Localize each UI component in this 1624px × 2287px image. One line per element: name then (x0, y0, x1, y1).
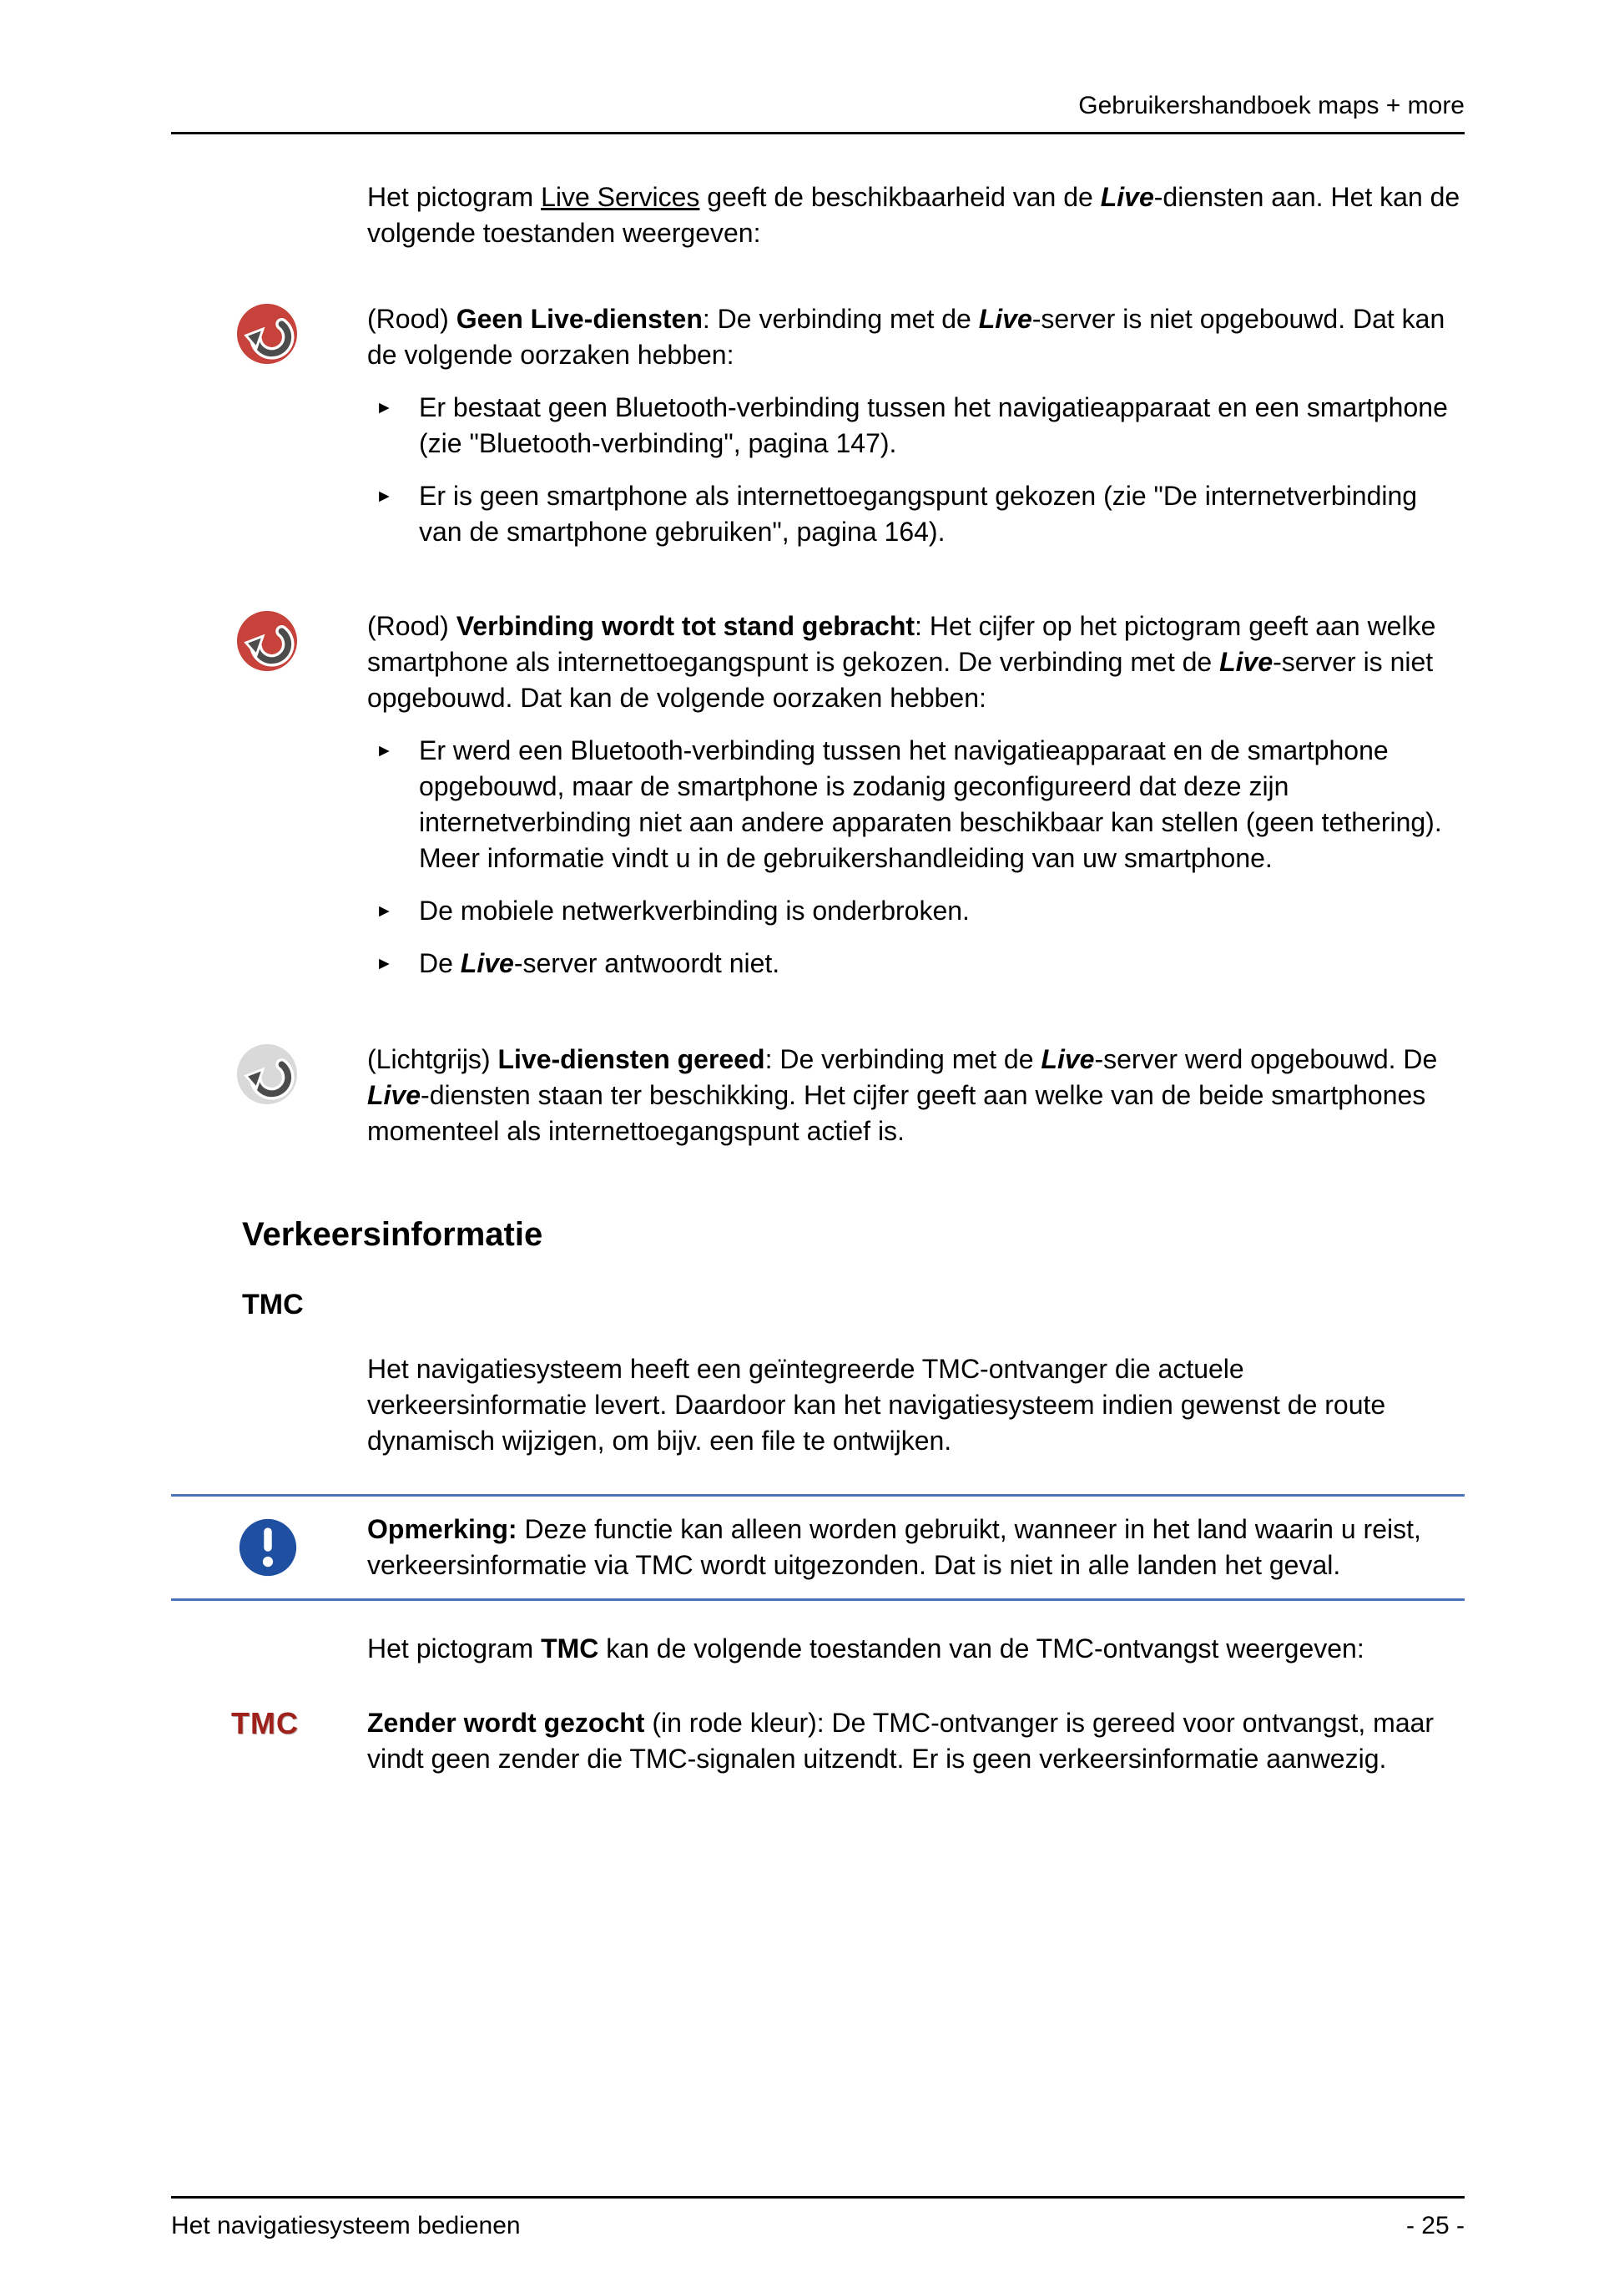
icon-cell (171, 1517, 367, 1578)
footer-section-title: Het navigatiesysteem bedienen (171, 2212, 521, 2239)
subheading-tmc: TMC (242, 1289, 304, 1320)
text-cell (367, 608, 1465, 982)
live-state-connecting (171, 608, 1465, 982)
text-cell (367, 301, 1465, 550)
bullet-item (367, 390, 1465, 462)
bullet-marker: ► (376, 901, 393, 921)
bullet-text: De mobiele netwerkverbinding is onderbroken. (419, 896, 970, 926)
bullet-item (367, 946, 1465, 982)
state-description: (Lichtgrijs) Live-diensten gereed: De verbinding met de Live-server werd opgebouwd. De Live-diensten staan ter beschikking. Het cijfer geeft aan welke van de beide smartphones momenteel als internettoegangspunt actief is. (367, 1044, 1438, 1146)
live-ready-icon (236, 1043, 298, 1105)
page-header (171, 92, 1465, 134)
live-connecting-icon (236, 610, 298, 672)
text-cell (367, 1042, 1465, 1149)
bullet-item (367, 733, 1465, 876)
header-title: Gebruikershandboek maps + more (1078, 92, 1465, 119)
live-state-no-services (171, 301, 1465, 550)
icon-cell (171, 1705, 367, 1777)
state-description: (Rood) Geen Live-diensten: De verbinding met de Live-server is niet opgebouwd. Dat kan de volgende oorzaken hebben: (367, 304, 1445, 370)
note-exclamation-icon (238, 1517, 298, 1578)
intro-paragraph: Het pictogram Live Services geeft de beschikbaarheid van de Live-diensten aan. Het kan de volgende toestanden weergeven: (367, 182, 1460, 248)
tmc-state-searching (171, 1705, 1465, 1777)
bullet-text: Er werd een Bluetooth-verbinding tussen het navigatieapparaat en de smartphone opgebouwd, maar de smartphone is zodanig geconfigureerd dat deze zijn internetverbinding niet aan andere apparaten beschikbaar kan stellen (geen tethering). Meer informatie vindt u in de gebruikershandleiding van uw smartphone. (419, 735, 1442, 873)
page-footer (171, 2196, 1465, 2240)
tmc-status-icon: TMC (231, 1706, 299, 1740)
bullet-text: De Live-server antwoordt niet. (419, 948, 780, 978)
icon-cell (171, 301, 367, 550)
bullet-marker: ► (376, 398, 393, 417)
icon-cell (171, 1042, 367, 1149)
state-description: Zender wordt gezocht (in rode kleur): De TMC-ontvanger is gereed voor ontvangst, maar vindt geen zender die TMC-signalen uitzendt. Er is geen verkeersinformatie aanwezig. (367, 1708, 1435, 1774)
bullet-item (367, 893, 1465, 929)
section-heading-verkeersinformatie: Verkeersinformatie (242, 1216, 543, 1253)
page-number: - 25 - (1405, 2212, 1465, 2239)
page-content (171, 134, 1465, 1777)
bullet-item (367, 478, 1465, 550)
bullet-marker: ► (376, 741, 393, 760)
bullet-text: Er bestaat geen Bluetooth-verbinding tussen het navigatieapparaat en een smartphone (zie "Bluetooth-verbinding", pagina 147). (419, 392, 1448, 458)
live-state-ready (171, 1042, 1465, 1149)
tmc-states-paragraph: Het pictogram TMC kan de volgende toestanden van de TMC-ontvangst weergeven: (367, 1633, 1364, 1664)
icon-cell (171, 608, 367, 982)
tmc-intro-paragraph: Het navigatiesysteem heeft een geïntegreerde TMC-ontvanger die actuele verkeersinformatie levert. Daardoor kan het navigatiesysteem indien gewenst de route dynamisch wijzigen, om bijv. een file te ontwijken. (367, 1354, 1386, 1456)
live-offline-icon (236, 303, 298, 365)
bullet-marker: ► (376, 487, 393, 506)
bullet-text: Er is geen smartphone als internettoegangspunt gekozen (zie "De internetverbinding van de smartphone gebruiken", pagina 164). (419, 481, 1418, 547)
state-description: (Rood) Verbinding wordt tot stand gebracht: Het cijfer op het pictogram geeft aan welke smartphone als internettoegangspunt is gekozen. De verbinding met de Live-server is niet opgebouwd. Dat kan de volgende oorzaken hebben: (367, 611, 1436, 713)
note-text: Opmerking: Deze functie kan alleen worden gebruikt, wanneer in het land waarin u reist, verkeersinformatie via TMC wordt uitgezonden. Dat is niet in alle landen het geval. (367, 1514, 1421, 1580)
bullet-marker: ► (376, 954, 393, 973)
note-box (171, 1494, 1465, 1601)
text-cell (367, 1705, 1465, 1777)
